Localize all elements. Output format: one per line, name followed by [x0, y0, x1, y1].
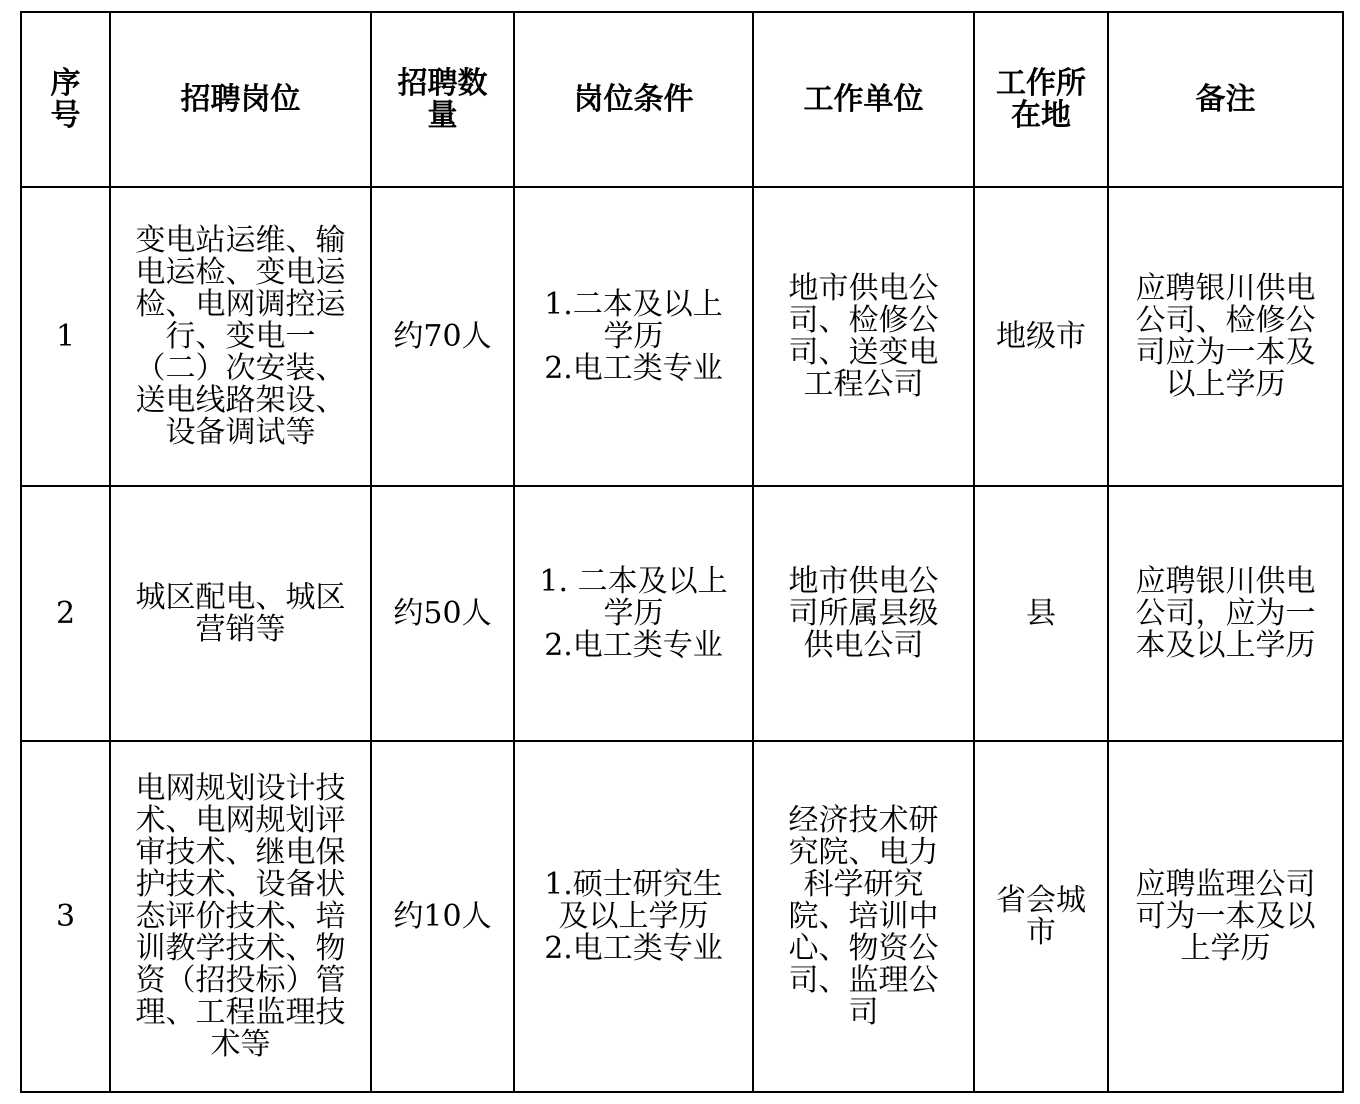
cell-requirements: 1. 二本及以上 学历 2.电工类专业	[514, 486, 753, 741]
header-employer: 工作单位	[753, 12, 974, 187]
cell-serial-number: 1	[21, 187, 110, 486]
table-row	[21, 486, 1343, 741]
cell-work-location: 县	[974, 486, 1108, 741]
cell-position: 电网规划设计技 术、电网规划评 审技术、继电保 护技术、设备状 态评价技术、培 训教学技术、物 资（招投标）管 理、工程监理技 术等	[110, 741, 371, 1092]
cell-remarks: 应聘银川供电 公司，应为一 本及以上学历	[1108, 486, 1343, 741]
header-position: 招聘岗位	[110, 12, 371, 187]
cell-serial-number: 3	[21, 741, 110, 1092]
cell-serial-number: 2	[21, 486, 110, 741]
cell-work-location: 地级市	[974, 187, 1108, 486]
header-work-location: 工作所 在地	[974, 12, 1108, 187]
table-header-row	[21, 12, 1343, 187]
cell-employer: 地市供电公 司、检修公 司、送变电 工程公司	[753, 187, 974, 486]
table-row	[21, 187, 1343, 486]
cell-employer: 经济技术研 究院、电力 科学研究 院、培训中 心、物资公 司、监理公 司	[753, 741, 974, 1092]
cell-remarks: 应聘监理公司 可为一本及以 上学历	[1108, 741, 1343, 1092]
table-row	[21, 741, 1343, 1092]
cell-headcount: 约50人	[371, 486, 514, 741]
header-remarks: 备注	[1108, 12, 1343, 187]
cell-position: 城区配电、城区 营销等	[110, 486, 371, 741]
header-requirements: 岗位条件	[514, 12, 753, 187]
cell-requirements: 1.硕士研究生 及以上学历 2.电工类专业	[514, 741, 753, 1092]
header-headcount: 招聘数 量	[371, 12, 514, 187]
cell-remarks: 应聘银川供电 公司、检修公 司应为一本及 以上学历	[1108, 187, 1343, 486]
cell-headcount: 约70人	[371, 187, 514, 486]
cell-employer: 地市供电公 司所属县级 供电公司	[753, 486, 974, 741]
header-serial-number: 序 号	[21, 12, 110, 187]
cell-requirements: 1.二本及以上 学历 2.电工类专业	[514, 187, 753, 486]
cell-headcount: 约10人	[371, 741, 514, 1092]
recruitment-table	[20, 11, 1344, 1093]
cell-work-location: 省会城 市	[974, 741, 1108, 1092]
cell-position: 变电站运维、输 电运检、变电运 检、电网调控运 行、变电一 （二）次安装、 送电线路架设、 设备调试等	[110, 187, 371, 486]
